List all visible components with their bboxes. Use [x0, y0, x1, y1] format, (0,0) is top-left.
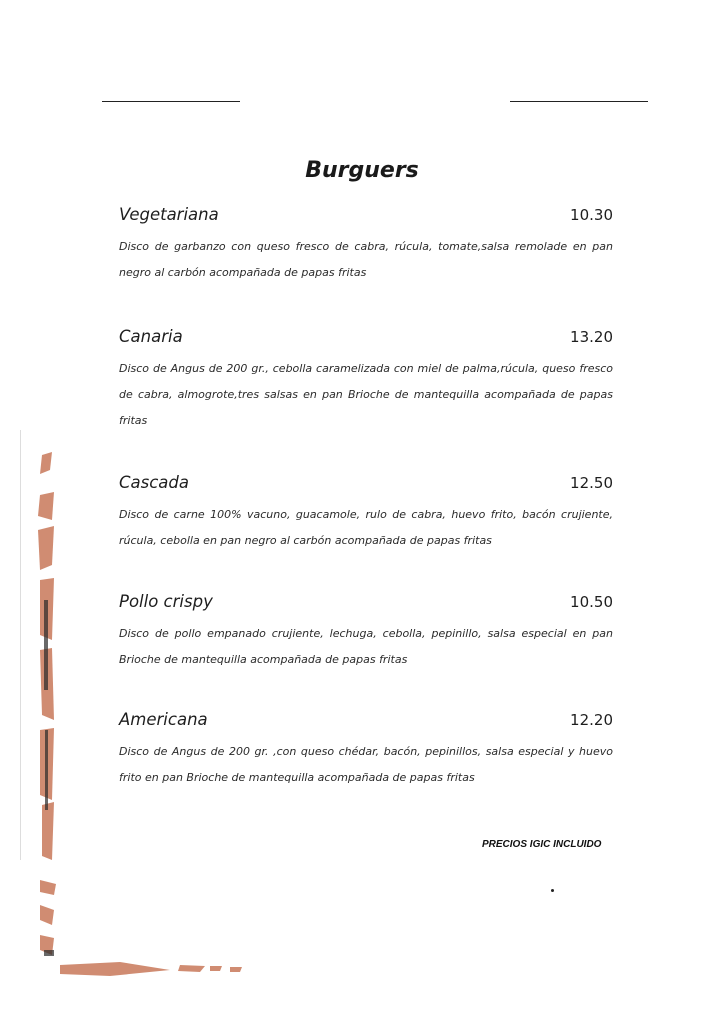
deco-stroke	[40, 905, 54, 925]
item-name: Cascada	[119, 473, 189, 492]
deco-stroke	[230, 967, 242, 972]
deco-stroke	[40, 452, 52, 474]
menu-item-cascada	[119, 473, 613, 554]
menu-item-americana	[119, 710, 613, 791]
item-name: Pollo crispy	[119, 592, 213, 611]
menu-item-vegetariana	[119, 205, 613, 286]
menu-item-canaria	[119, 327, 613, 434]
item-price: 12.20	[570, 711, 613, 729]
item-price: 10.50	[570, 593, 613, 611]
prices-note: PRECIOS IGIC INCLUIDO	[482, 839, 602, 850]
deco-stroke	[60, 962, 170, 976]
stray-dot	[551, 889, 554, 892]
item-name: Americana	[119, 710, 208, 729]
deco-stroke	[40, 728, 54, 800]
menu-title: Burguers	[305, 158, 419, 183]
menu-item-pollo-crispy	[119, 592, 613, 673]
item-name: Canaria	[119, 327, 183, 346]
deco-stroke	[40, 880, 56, 895]
deco-stroke	[38, 492, 54, 520]
top-left-rule	[102, 101, 240, 102]
deco-stroke	[40, 578, 54, 640]
deco-stroke	[40, 935, 54, 955]
deco-stroke	[38, 526, 54, 570]
top-right-rule	[510, 101, 648, 102]
deco-dark-stroke	[44, 950, 54, 956]
item-description: Disco de pollo empanado crujiente, lechuga, cebolla, pepinillo, salsa especial en pan Brioche de mantequilla acompañada de papas fritas	[119, 627, 613, 666]
item-price: 12.50	[570, 474, 613, 492]
item-description: Disco de carne 100% vacuno, guacamole, rulo de cabra, huevo frito, bacón crujiente, rúcula, cebolla en pan negro al carbón acompañada de papas fritas	[119, 508, 613, 547]
item-price: 13.20	[570, 328, 613, 346]
deco-dark-stroke	[44, 600, 48, 690]
deco-dark-stroke	[45, 730, 48, 810]
item-price: 10.30	[570, 206, 613, 224]
item-description: Disco de Angus de 200 gr. ,con queso chédar, bacón, pepinillos, salsa especial y huevo frito en pan Brioche de mantequilla acompañada de papas fritas	[119, 745, 613, 784]
deco-stroke	[178, 965, 205, 972]
deco-stroke	[42, 802, 54, 860]
item-name: Vegetariana	[119, 205, 219, 224]
item-description: Disco de garbanzo con queso fresco de cabra, rúcula, tomate,salsa remolade en pan negro al carbón acompañada de papas fritas	[119, 240, 613, 279]
deco-stroke	[40, 648, 54, 720]
deco-stroke	[210, 966, 222, 971]
item-description: Disco de Angus de 200 gr., cebolla caramelizada con miel de palma,rúcula, queso fresco de cabra, almogrote,tres salsas en pan Brioche de mantequilla acompañada de papas fritas	[119, 362, 613, 427]
scan-edge-line	[20, 430, 21, 860]
